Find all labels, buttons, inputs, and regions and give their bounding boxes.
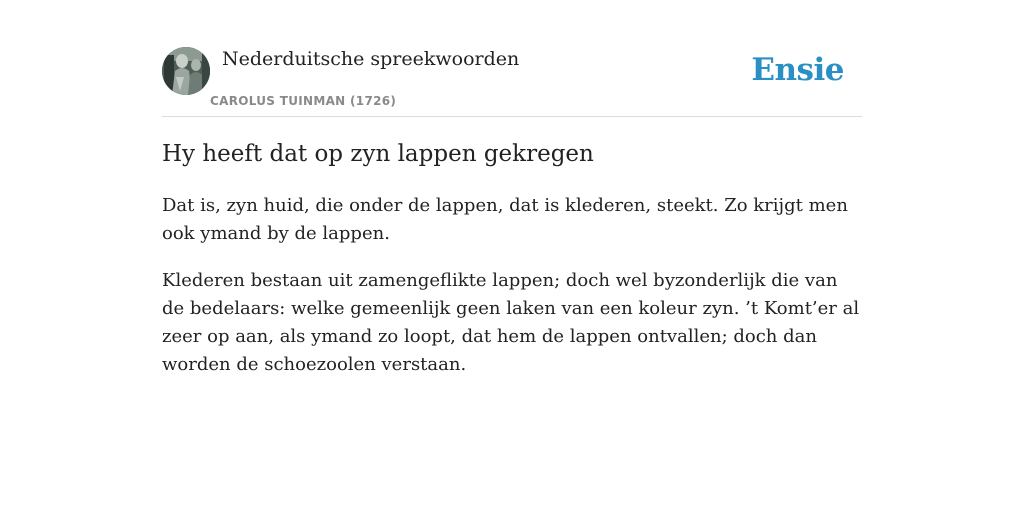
- entry-paragraph: Klederen bestaan uit zamengeflikte lappen; doch wel byzonderlijk die van de bedelaars: welke gemeenlijk geen laken van een koleur zyn. ’t Komt’er al zeer op aan, als ymand zo loopt, dat hem de lappen ontvallen; doch dan worden de schoezoolen verstaan.: [162, 270, 860, 375]
- entry-body: [162, 192, 862, 398]
- book-author[interactable]: CAROLUS TUINMAN (1726): [210, 94, 397, 108]
- author-portrait-icon[interactable]: [162, 47, 210, 95]
- brand-logo[interactable]: Ensie: [751, 52, 844, 88]
- header: [162, 47, 862, 117]
- entry-title: Hy heeft dat op zyn lappen gekregen: [162, 141, 594, 167]
- entry-paragraph: Dat is, zyn huid, die onder de lappen, dat is klederen, steekt. Zo krijgt men ook ymand by de lappen.: [162, 195, 848, 244]
- book-title[interactable]: Nederduitsche spreekwoorden: [222, 48, 520, 70]
